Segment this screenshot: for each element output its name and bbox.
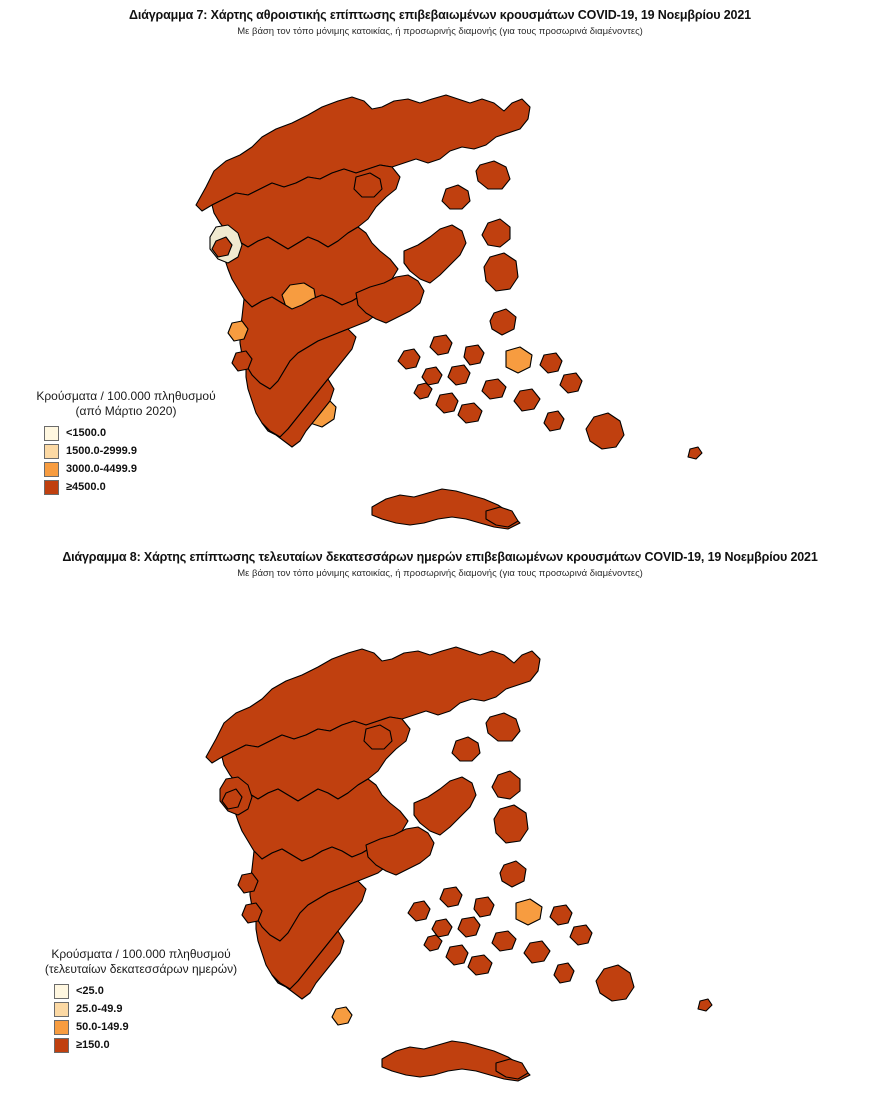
crete (382, 1041, 530, 1081)
legend-item (54, 983, 276, 999)
legend-swatch (54, 1002, 69, 1017)
map-canvas-14day (0, 579, 880, 1099)
crete (372, 489, 520, 529)
legend-title-line2: (τελευταίων δεκατεσσάρων ημερών) (44, 962, 238, 976)
legend-label: <1500.0 (66, 427, 107, 439)
figure-8-subtitle: Με βάση τον τόπο μόνιμης κατοικίας, ή προσωρινής διαμονής (για τους προσωρινά διαμένοντες) (237, 568, 643, 579)
legend-swatch (44, 426, 59, 441)
legend-items (54, 983, 276, 1053)
legend-label: <25.0 (76, 985, 104, 997)
legend-swatch (44, 462, 59, 477)
legend-items (44, 425, 256, 495)
figure-7-title: Διάγραμμα 7: Χάρτης αθροιστικής επίπτωσης επιβεβαιωμένων κρουσμάτων COVID-19, 19 Νοεμβρίου 2021 (129, 8, 751, 22)
figure-cumulative-incidence (0, 0, 880, 540)
legend-item (54, 1019, 276, 1035)
legend-swatch (54, 1020, 69, 1035)
figure-8-title: Διάγραμμα 8: Χάρτης επίπτωσης τελευταίων δεκατεσσάρων ημερών επιβεβαιωμένων κρουσμάτων COVID-19, 19 Νοεμβρίου 2021 (62, 550, 818, 564)
legend-label: ≥150.0 (76, 1039, 110, 1051)
legend-title-line2: (από Μάρτιο 2020) (75, 404, 177, 418)
figure-7-subtitle: Με βάση τον τόπο μόνιμης κατοικίας, ή προσωρινής διαμονής (για τους προσωρινά διαμένοντες) (237, 26, 643, 37)
legend-item (44, 479, 256, 495)
legend-label: 25.0-49.9 (76, 1003, 123, 1015)
legend-title-line1: Κρούσματα / 100.000 πληθυσμού (51, 947, 231, 961)
legend-item (44, 425, 256, 441)
legend-item (44, 443, 256, 459)
legend-label: 1500.0-2999.9 (66, 445, 137, 457)
legend-item (54, 1037, 276, 1053)
legend-item (44, 461, 256, 477)
legend-title-line1: Κρούσματα / 100.000 πληθυσμού (36, 389, 216, 403)
legend-label: 50.0-149.9 (76, 1021, 129, 1033)
legend-swatch (54, 984, 69, 999)
figure-14day-incidence (0, 540, 880, 1108)
legend-label: ≥4500.0 (66, 481, 106, 493)
legend-cumulative (0, 389, 256, 497)
legend-swatch (44, 444, 59, 459)
map-canvas-cumulative (0, 37, 880, 532)
legend-swatch (44, 480, 59, 495)
legend-swatch (54, 1038, 69, 1053)
legend-14day (6, 947, 276, 1055)
legend-item (54, 1001, 276, 1017)
legend-label: 3000.0-4499.9 (66, 463, 137, 475)
